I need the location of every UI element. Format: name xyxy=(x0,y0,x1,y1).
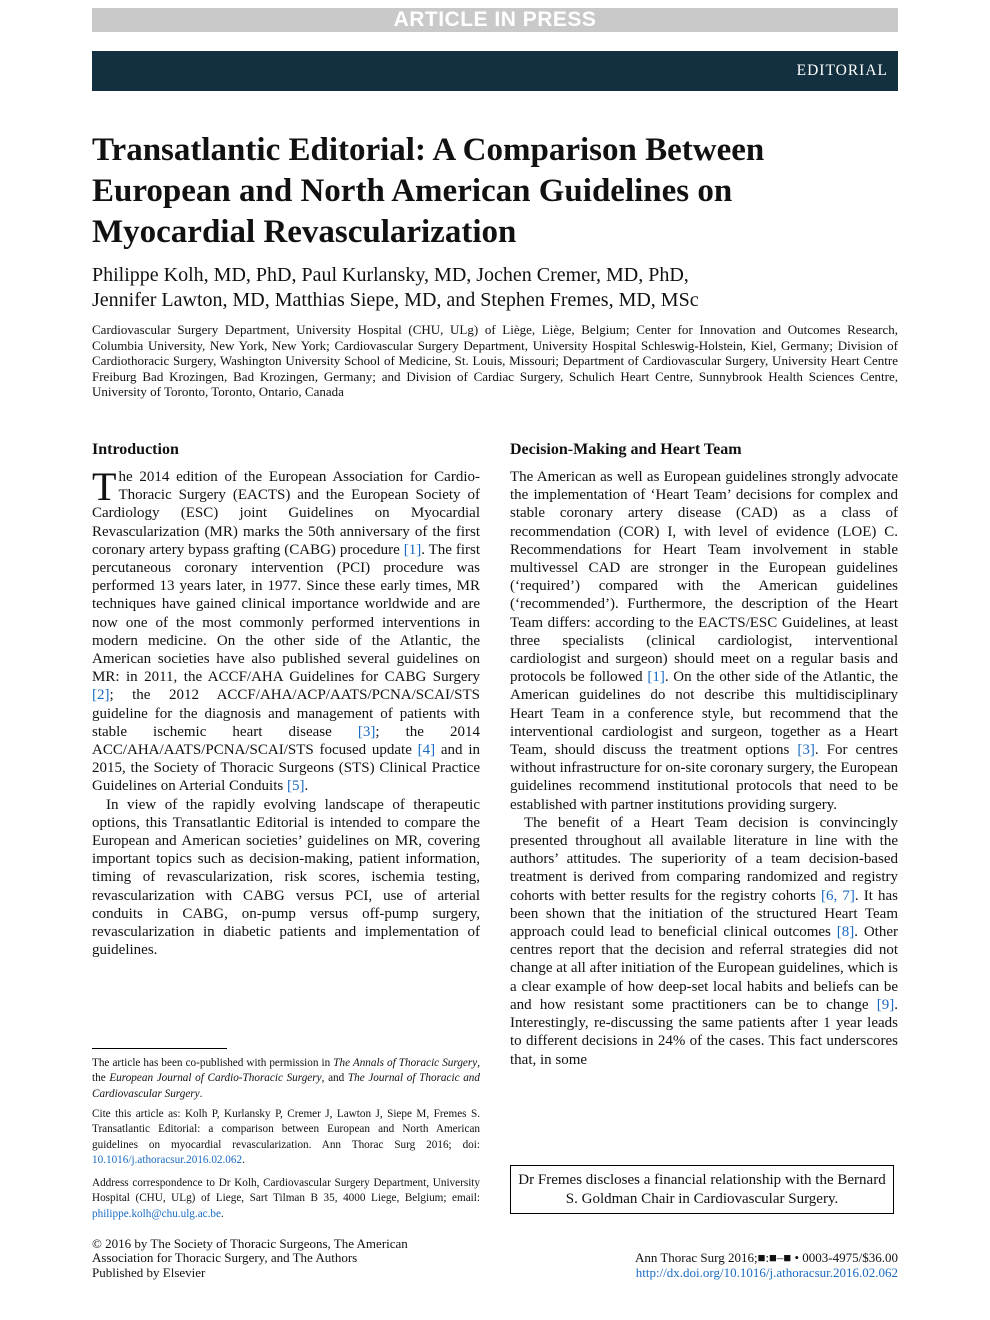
text-run: . xyxy=(220,1207,224,1220)
journal-name: European Journal of Cardio-Thoracic Surgery xyxy=(109,1072,322,1085)
introduction-heading: Introduction xyxy=(92,441,179,458)
citation-link[interactable]: [3] xyxy=(797,742,815,759)
correspondence-note xyxy=(92,1176,480,1222)
publisher-line: Published by Elsevier xyxy=(92,1264,206,1280)
citation-note xyxy=(92,1107,480,1169)
text-run: . xyxy=(304,778,309,795)
drop-cap: T xyxy=(92,464,117,509)
doi-url-link[interactable]: http://dx.doi.org/10.1016/j.athoracsur.2016.02.062 xyxy=(635,1264,898,1280)
text-run: The benefit of a Heart Team decision is convincingly presented throughout all available literature in line with the authors’ attitudes. The superiority of a team decision-based treatment is derived from comparing randomized and registry cohorts with better results for the registry cohorts xyxy=(510,814,898,904)
heart-team-body xyxy=(510,468,898,1069)
journal-name: The Annals of Thoracic Surgery xyxy=(333,1057,478,1069)
text-run: . xyxy=(199,1087,203,1100)
text-run: Address correspondence to Dr Kolh, Cardiovascular Surgery Department, University Hospital (CHU, ULg) of Liege, Sart Tilman B 35, 4000 Liege, Belgium; email: xyxy=(92,1177,480,1205)
copublication-note xyxy=(92,1056,480,1102)
heart-team-heading: Decision-Making and Heart Team xyxy=(510,441,742,458)
text-run: ; the 2012 ACCF/AHA/ACP/AATS/PCNA/SCAI/STS guideline for the diagnosis and management of patients with stable ischemic heart disease xyxy=(92,687,480,740)
article-title: Transatlantic Editorial: A Comparison Between European and North American Guidelines on Myocardial Revascularization xyxy=(92,132,765,250)
citation-link[interactable]: [1] xyxy=(647,669,665,686)
copyright-notice xyxy=(92,1237,492,1280)
introduction-body xyxy=(92,464,480,959)
text-run: . For centres without infrastructure for on-site coronary surgery, the European guidelines recommend institutional protocols that need to be established with partner institutions providing surgery. xyxy=(510,742,899,813)
authors-line-1: Philippe Kolh, MD, PhD, Paul Kurlansky, MD, Jochen Cremer, MD, PhD, xyxy=(92,264,689,286)
doi-link[interactable]: 10.1016/j.athoracsur.2016.02.062 xyxy=(92,1154,243,1167)
text-run: Cite this article as: Kolh P, Kurlansky P, Cremer J, Lawton J, Siepe M, Fremes S. Transatlantic Editorial: a comparison between European and North American guidelines on myocardial revascularization. Ann Thorac Surg 2016; doi: xyxy=(92,1108,480,1151)
citation-link[interactable]: [9] xyxy=(876,996,895,1013)
text-run: The American as well as European guidelines strongly advocate the implementation of ‘Heart Team’ decisions for complex and stable coronary artery disease (CAD) as a class of recommendation (COR) I, with level of evidence (LOE) C. Recommendations for Heart Team involvement in stable multivessel CAD are stronger in the European guidelines (‘required’) compared with the American guidelines (‘recommended’). Furthermore, the description of the Heart Team differs: according to the EACTS/ESC Guidelines, at least three specialists (clinical cardiologist, interventional cardiologist and surgeon) should meet on a regular basis and protocols be followed xyxy=(510,469,898,686)
copyright-line: © 2016 by The Society of Thoracic Surgeons, The American xyxy=(92,1236,408,1251)
email-link[interactable]: philippe.kolh@chu.ulg.ac.be xyxy=(92,1207,221,1220)
text-run: , the xyxy=(92,1057,480,1085)
text-run: , and xyxy=(321,1072,348,1085)
copyright-line: Association for Thoracic Surgery, and The Authors xyxy=(92,1250,358,1266)
text-run: ; the 2014 ACC/AHA/AATS/PCNA/SCAI/STS focused update xyxy=(92,723,480,759)
journal-name: The Journal of Thoracic and Cardiovascular Surgery xyxy=(92,1072,480,1100)
citation-link[interactable]: [4] xyxy=(417,742,436,759)
section-label: EDITORIAL xyxy=(796,62,888,79)
citation-link[interactable]: [2] xyxy=(92,687,110,704)
citation-link[interactable]: [1] xyxy=(403,541,422,558)
authors-line-2: Jennifer Lawton, MD, Matthias Siepe, MD, and Stephen Fremes, MD, MSc xyxy=(92,289,699,311)
text-run: . It has been shown that the initiation of the structured Heart Team approach could lead to beneficial clinical outcomes xyxy=(510,887,898,941)
citation-link[interactable]: [6, 7] xyxy=(820,887,855,904)
text-run: . The first percutaneous coronary intervention (PCI) procedure was performed 13 years later, in 1977. Since these early times, MR techniques have gained clinical importance worldwide and are now one of the most commonly performed interventions in modern medicine. On the other side of the Atlantic, the American societies have also published several guidelines on MR: in 2011, the ACCF/AHA Guidelines for CABG Surgery xyxy=(92,541,480,686)
section-header-bar xyxy=(92,51,898,91)
text-run: . Interestingly, re-discussing the same patients after 1 year leads to different decisions in 24% of the cases. This fact underscores that, in some xyxy=(510,996,898,1068)
text-run: he 2014 edition of the European Association for Cardio-Thoracic Surgery (EACTS) and the European Society of Cardiology (ESC) joint Guidelines on Myocardial Revascularization (MR) marks the 50th anniversary of the first coronary artery bypass grafting (CABG) procedure xyxy=(92,469,480,558)
text-run: . Other centres report that the decision and referral strategies did not change at all after initiation of the European guidelines, which is a clear example of how deep-set local habits and beliefs can be and how resistant some practitioners can be to change xyxy=(510,924,898,1013)
text-run: . On the other side of the Atlantic, the American guidelines do not describe this multidisciplinary Heart Team in a conference style, but recommend that the interventional cardiologist and surgeon, together as a Heart Team, should discuss the treatment options xyxy=(510,669,898,759)
author-list xyxy=(92,263,898,313)
citation-link[interactable]: [5] xyxy=(286,778,305,795)
article-in-press-banner: ARTICLE IN PRESS xyxy=(92,8,898,32)
text-run: . xyxy=(242,1154,245,1167)
heart-team-paragraph-1 xyxy=(510,468,898,814)
introduction-paragraph-1 xyxy=(92,464,480,796)
citation-link[interactable]: [8] xyxy=(836,924,855,941)
heart-team-paragraph-2 xyxy=(510,814,898,1069)
journal-info xyxy=(498,1251,898,1280)
text-run: The article has been co-published with permission in xyxy=(92,1057,334,1069)
introduction-paragraph-2: In view of the rapidly evolving landscape of therapeutic options, this Transatlantic Editorial is intended to compare the European and American societies’ guidelines on MR, covering important topics such as decision-making, patient information, timing of revascularization, risk scores, ischemia testing, revascularization with CABG versus PCI, use of arterial conduits in CABG, on-pump versus off-pump surgery, revascularization in diabetic patients and implementation of guidelines. xyxy=(92,796,480,959)
journal-citation: Ann Thorac Surg 2016;■:■–■ • 0003-4975/$36.00 xyxy=(634,1250,898,1265)
disclosure-box: Dr Fremes discloses a financial relationship with the Bernard S. Goldman Chair in Cardiovascular Surgery. xyxy=(510,1165,894,1214)
text-run: and in 2015, the Society of Thoracic Surgeons (STS) Clinical Practice Guidelines on Arterial Conduits xyxy=(92,742,480,795)
footnote-divider xyxy=(92,1048,227,1049)
affiliations: Cardiovascular Surgery Department, University Hospital (CHU, ULg) of Liège, Liège, Belgium; Center for Innovation and Outcomes Research, Columbia University, New York, New York; Cardiovascular Surgery Department, University Hospital Schleswig-Holstein, Kiel, Germany; Division of Cardiothoracic Surgery, Washington University School of Medicine, St. Louis, Missouri; Department of Cardiovascular Surgery, University Heart Centre Freiburg Bad Krozingen, Bad Krozingen, Germany; and Division of Cardiac Surgery, Schulich Heart Centre, Sunnybrook Health Sciences Centre, University of Toronto, Toronto, Ontario, Canada xyxy=(92,322,898,399)
citation-link[interactable]: [3] xyxy=(357,723,376,740)
